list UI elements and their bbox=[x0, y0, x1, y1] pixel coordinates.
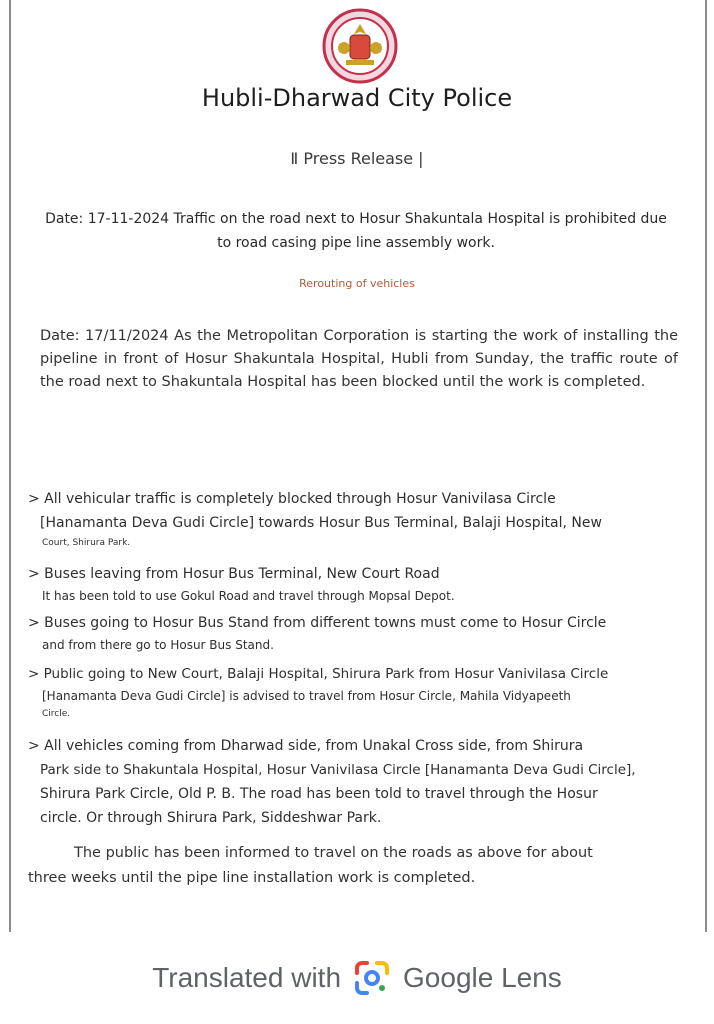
list-item-line: Court, Shirura Park. bbox=[42, 538, 131, 548]
list-item-line: [Hanamanta Deva Gudi Circle] towards Hosur Bus Terminal, Balaji Hospital, New bbox=[40, 515, 602, 531]
translated-with-label: Translated with bbox=[152, 962, 342, 993]
list-item-line: > Buses going to Hosur Bus Stand from different towns must come to Hosur Circle bbox=[28, 615, 607, 631]
translated-with-google-lens bbox=[0, 953, 714, 1003]
page-title: Hubli-Dharwad City Police bbox=[201, 84, 513, 112]
list-item-line: and from there go to Hosur Bus Stand. bbox=[42, 638, 274, 652]
karnataka-police-seal-icon bbox=[322, 8, 398, 84]
list-item-line: Park side to Shakuntala Hospital, Hosur Vanivilasa Circle [Hanamanta Deva Gudi Circle], bbox=[40, 762, 636, 778]
list-item-line: [Hanamanta Deva Gudi Circle] is advised to travel from Hosur Circle, Mahila Vidyapeeth bbox=[42, 689, 571, 703]
list-item-line: Circle. bbox=[42, 709, 71, 719]
list-item-line: > All vehicular traffic is completely blocked through Hosur Vanivilasa Circle bbox=[28, 491, 556, 507]
list-item-line: > Buses leaving from Hosur Bus Terminal, New Court Road bbox=[28, 566, 440, 582]
list-item-line: Shirura Park Circle, Old P. B. The road has been told to travel through the Hosur bbox=[40, 786, 598, 802]
rerouting-heading: Rerouting of vehicles bbox=[299, 277, 415, 290]
closing-line: The public has been informed to travel on the roads as above for about bbox=[74, 845, 593, 861]
list-item-line: > Public going to New Court, Balaji Hospital, Shirura Park from Hosur Vanivilasa Circle bbox=[28, 666, 609, 682]
list-item bbox=[28, 487, 678, 551]
list-item bbox=[28, 734, 678, 830]
list-item-line: > All vehicles coming from Dharwad side, from Unakal Cross side, from Shirura bbox=[28, 738, 584, 754]
google-lens-brand: Google Lens bbox=[403, 962, 562, 993]
closing-line: three weeks until the pipe line installation work is completed. bbox=[28, 870, 476, 886]
subject-line: to road casing pipe line assembly work. bbox=[217, 235, 495, 251]
list-item bbox=[28, 562, 678, 606]
subject-line: Date: 17-11-2024 Traffic on the road next to Hosur Shakuntala Hospital is prohibited due bbox=[45, 211, 667, 227]
list-item-line: circle. Or through Shirura Park, Siddeshwar Park. bbox=[40, 810, 382, 826]
google-lens-icon bbox=[353, 959, 391, 997]
list-item-line: It has been told to use Gokul Road and travel through Mopsal Depot. bbox=[42, 589, 455, 603]
list-item bbox=[28, 611, 678, 655]
list-item bbox=[28, 662, 678, 722]
press-release-heading: Ⅱ Press Release | bbox=[290, 149, 424, 168]
subject-block bbox=[36, 207, 676, 255]
closing-paragraph bbox=[28, 841, 668, 891]
intro-paragraph: Date: 17/11/2024 As the Metropolitan Corporation is starting the work of installing the pipeline in front of Hosur Shakuntala Hospital, Hubli from Sunday, the traffic route of the road next to Shakuntala Hospital has been blocked until the work is completed. bbox=[40, 328, 678, 390]
